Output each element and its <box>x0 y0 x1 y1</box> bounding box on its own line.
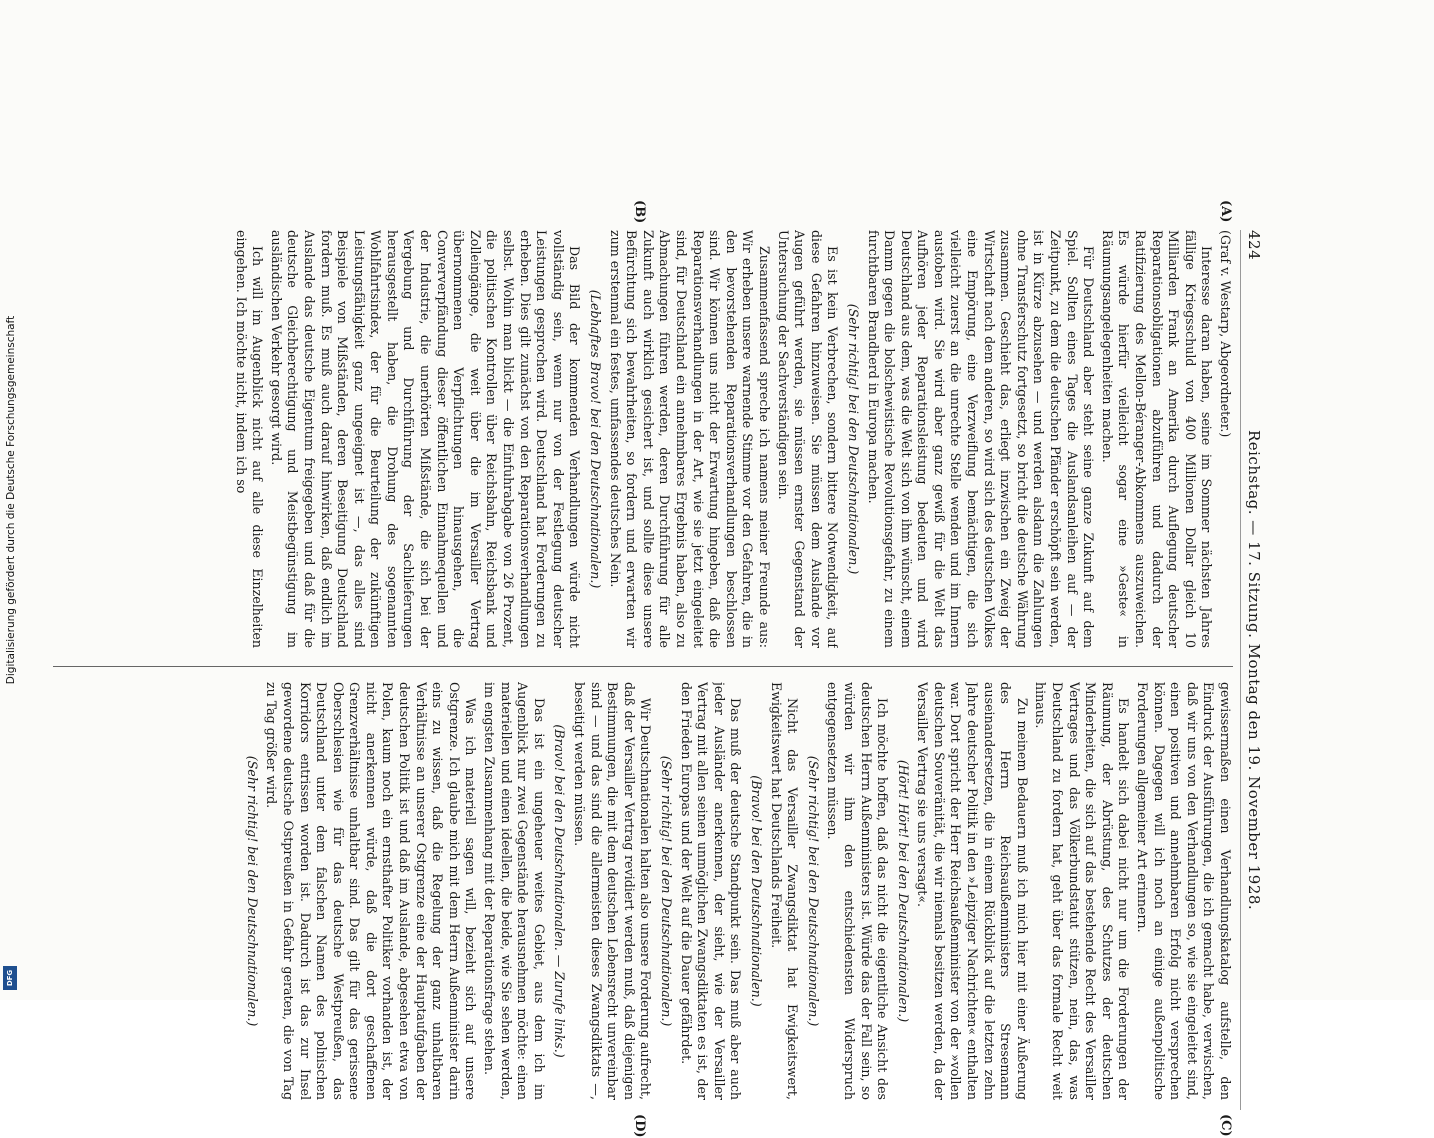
paragraph: Was ich materiell sagen will, bezieht sich auf unsere Ostgrenze. Ich glaube mich mit dem Herrn Außenminister darin eins zu wissen, daß die Regelung der ganz unhaltbaren Verhältnisse an unserer Ostgrenze eine der Hauptaufgaben der deutschen Politik ist und daß im Auslande, abgesehen etwa von Polen, kaum noch ein ernsthafter Politiker vorhanden ist, der nicht anerkennen würde, daß die dort geschaffenen Grenzverhältnisse unhaltbar sind. Das gilt für das gerissene Oberschlesien wie für das deutsche Westpreußen, das Deutschland unter dem falschen Namen des polnischen Korridors entrissen worden ist. Dadurch ist das zur Insel gewordene deutsche Ostpreußen in Gefahr geraten, die von Tag zu Tag größer wird. <box>264 682 479 1100</box>
paragraph: Zu meinem Bedauern muß ich mich hier mit einer Äußerung des Herrn Reichsaußenministers Stresemann auseinandersetzen, die in einem Rückblick auf die letzten zehn Jahre deutscher Politik in den »Leipziger Nachrichten« enthalten war. Dort spricht der Herr Reichsaußenminister von der »vollen deutschen Souveränität, die wir niemals besitzen werden, da der Versailler Vertrag sie uns versagt«. <box>915 682 1030 1100</box>
paragraph: Es ist kein Verbrechen, sondern bittere Notwendigkeit, auf diese Gefahren hinzuweisen. Sie müssen dem Auslande vor Augen geführt werden, sie müssen ernster Gegenstand der Untersuchung der Sachverständigen sein. <box>775 230 841 648</box>
dfg-logo: DFG <box>3 966 17 990</box>
reaction: (Sehr richtig! bei den Deutschnationalen.) <box>244 755 260 1027</box>
credit-text: Digitalisierung gefördert durch die Deutsche Forschungsgemeinschaft <box>5 315 17 685</box>
reaction: (Sehr richtig! bei den Deutschnationalen.) <box>805 755 821 1027</box>
reaction: (Lebhaftes Bravo! bei den Deutschnationalen.) <box>588 289 604 589</box>
left-column <box>53 230 1233 648</box>
reaction: (Bravo! bei den Deutschnationalen. — Zurufe links.) <box>552 724 568 1058</box>
running-header <box>1240 230 1267 1110</box>
right-column <box>53 682 1233 1100</box>
margin-label-d: (D) <box>632 1114 647 1138</box>
paragraph: Ich möchte hoffen, daß das nicht die eigentliche Ansicht des deutschen Herrn Außenministers ist. Würde das der Fall sein, so würden wir ihm den entschiedensten Widerspruch entgegensetzen müssen. <box>825 682 891 1100</box>
paragraph: Das ist ein ungeheuer weites Gebiet, aus dem ich im Augenblick nur zwei Gegenstände herausnehmen möchte: einen materiellen und einen ideellen, die beide, wie Sie sehen werden, im engsten Zusammenhang mit der Reparationsfrage stehen. <box>482 682 547 1100</box>
paragraph: Das Bild der kommenden Verhandlungen würde nicht vollständig sein, wenn nur von der Festlegung deutscher Leistungen gesprochen wird. Deutschland hat Forderungen zu erheben. Dies gilt zunächst von den Reparationsverhandlungen selbst. Wohin man blickt — die Einfuhrabgabe von 26 Prozent, die politischen Kontrollen über Reichsbahn, Reichsbank und Zolleingänge, die weit über die im Versailler Vertrag übernommenen Verpflichtungen hinausgehen, die Conververpfändung dieser öffentlichen Einnahmequellen und der Industrie, die unerhörten Mißstände, die sich bei der Vergebung und Durchführung der Sachlieferungen herausgestellt haben, die Drohung des sogenannten Wohlfahrtsindex, der für die Beurteilung der zukünftigen Leistungsfähigkeit ganz ungeeignet ist —, das alles sind Beispiele von Mißständen, deren Beseitigung Deutschland fordern muß. Es muß auch darauf hinwirken, daß endlich im Auslande das deutsche Eigentum freigegeben und daß für die deutsche Gleichberechtigung und Meistbegünstigung im ausländischen Verkehr gesorgt wird. <box>268 230 583 648</box>
digitization-credit <box>0 0 22 1000</box>
reaction: (Bravo! bei den Deutschnationalen.) <box>748 775 764 1007</box>
margin-label-c: (C) <box>1218 1114 1233 1137</box>
reaction: (Hört! Hört! bei den Deutschnationalen.) <box>895 759 911 1023</box>
column-divider <box>53 666 1233 667</box>
paragraph: Für Deutschland aber steht seine ganze Zukunft auf dem Spiel. Sollten eines Tages die Auslandsanleihen auf — der Zeitpunkt, zu dem die deutschen Pfänder erschöpft sein werden, ist in Kürze abzusehen — und werden alsdann die Zahlungen ohne Transferschutz fortgesetzt, so bricht die deutsche Währung zusammen. Geschieht das, erliegt inzwischen ein Zweig der Wirtschaft nach dem anderen, so wird sich des deutschen Volkes eine Empörung, eine Verzweiflung bemächtigen, die sich vielleicht zuerst an die unrechte Stelle wenden und im Innern austoben wird. Sie wird aber ganz gewiß für die Welt das Aufhören jeder Reparationsleistung bedeuten und wird Deutschland aus dem, was die Welt sich von ihm wünscht, einem Damm gegen die bolschewistische Revolutionsgefahr, zu einem furchtbaren Brandherd in Europa machen. <box>865 230 1097 648</box>
reaction: (Sehr richtig! bei den Deutschnationalen.) <box>659 755 674 1027</box>
margin-label-a: (A) <box>1218 200 1233 223</box>
rotated-page-content <box>47 200 1267 1138</box>
paragraph: Interesse daran haben, seine im Sommer nächsten Jahres fällige Kriegsschuld von 400 Millionen Dollar gleich 10 Milliarden Frank an Amerika durch Auflegung deutscher Reparationsobligationen abzuführen und dadurch der Ratifizierung des Mellon-Béranger-Abkommens auszuweichen. Es würde hierfür vielleicht sogar eine »Geste« in Räumungsangelegenheiten machen. <box>1099 230 1215 648</box>
paragraph: Nicht das Versailler Zwangsdiktat hat Ewigkeitswert, Ewigkeitswert hat Deutschlands Freiheit. <box>768 682 801 1100</box>
session-title: Reichstag. — 17. Sitzung. Montag den 19. November 1928. <box>1245 429 1263 911</box>
margin-label-b: (B) <box>632 200 647 224</box>
paragraph: Es handelt sich dabei nicht nur um die Forderungen der Räumung, der Abrüstung, des Schutzes der deutschen Minderheiten, die sich auf das bestehende Recht des Versailler Vertrages und das Völkerbundstatut stützen, nein, das, was Deutschland zu fordern hat, geht über das formale Recht weit hinaus. <box>1033 682 1132 1100</box>
paragraph: gewissermaßen einen Verhandlungskatalog aufstelle, den Eindruck der Ausführungen, die ich gemacht habe, verwischen, daß wir uns von den Verhandlungen so, wie sie eingeleitet sind, einen positiven und annehmbaren Erfolg nicht versprechen können. Dagegen will ich noch an einige außenpolitische Forderungen allgemeiner Art erinnern. <box>1135 682 1233 1100</box>
reaction: (Sehr richtig! bei den Deutschnationalen.) <box>845 303 861 575</box>
page-number: 424 <box>1245 230 1263 261</box>
paragraph: Zusammenfassend spreche ich namens meiner Freunde aus: Wir erheben unsere warnende Stimme vor den Gefahren, die in den bevorstehenden Reparationsverhandlungen beschlossen sind. Wir können uns nicht der Erwartung hingeben, daß die Reparationsverhandlungen in der Art, wie sie jetzt eingeleitet sind, für Deutschland ein annehmbares Ergebnis haben, also zu Abmachungen führen werden, deren Durchführung für alle Zukunft auch wirklich gesichert ist, und sollte diese unsere Befürchtung sich bewahrheiten, so fordern und erwarten wir zum erstenmal ein festes, umfassendes deutsches Nein. <box>607 230 772 648</box>
paragraph: Wir Deutschnationalen halten also unsere Forderung aufrecht, daß der Versailler Vertrag revidiert werden muß, daß diejenigen Bestimmungen, die mit dem deutschen Lebensrecht unvereinbar sind — und das sind die allermeisten dieses Zwangsdiktats —, beseitigt werden müssen. <box>572 682 654 1100</box>
speaker-line: (Graf v. Westarp, Abgeordneter.) <box>1218 230 1233 438</box>
paragraph: Ich will im Augenblick nicht auf alle diese Einzelheiten eingehen. Ich möchte nicht, indem ich so <box>233 230 266 648</box>
paragraph: Das muß der deutsche Standpunkt sein. Das muß aber auch jeder Ausländer anerkennen, der sieht, wie der Versailler Vertrag mit allen seinen unmöglichen Zwangsdiktaten es ist, der den Frieden Europas und der Welt auf die Dauer gefährdet. <box>678 682 744 1100</box>
